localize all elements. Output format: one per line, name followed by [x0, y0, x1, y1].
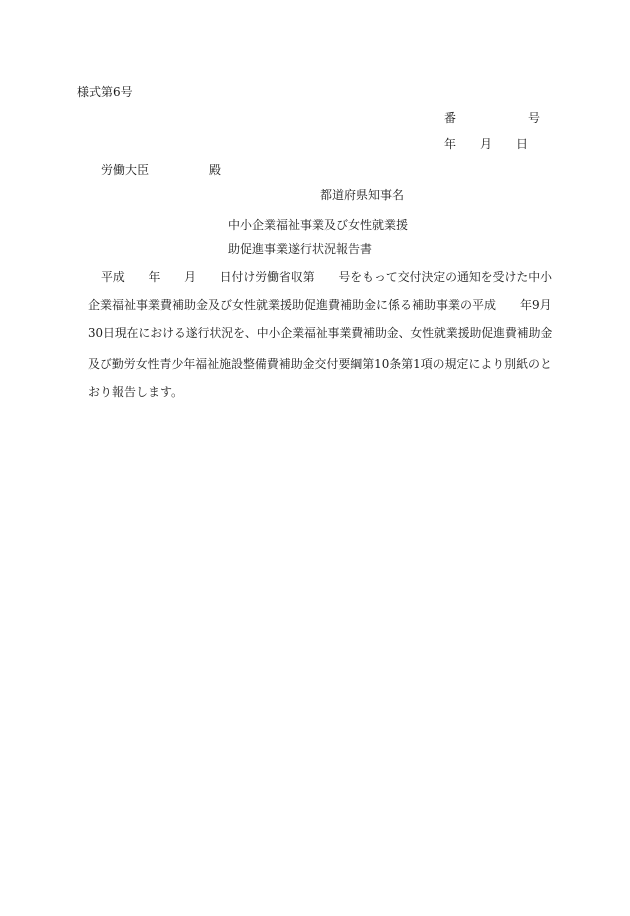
form-number: 様式第6号 — [77, 85, 133, 99]
body-line: 及び勤労女性青少年福祉施設整備費補助金交付要綱第10条第1項の規定により別紙のと — [88, 357, 552, 371]
document-date-label: 年 月 日 — [444, 137, 529, 151]
document-title-line-1: 中小企業福祉事業及び女性就業援 — [228, 218, 409, 232]
body-line: 平成 年 月 日付け労働省収第 号をもって交付決定の通知を受けた中小 — [101, 270, 553, 284]
body-line: 30日現在における遂行状況を、中小企業福祉事業費補助金、女性就業援助促進費補助金 — [88, 326, 553, 340]
document-number-label: 番 号 — [444, 111, 541, 125]
addressee: 労働大臣 殿 — [101, 163, 222, 177]
body-line: おり報告します。 — [88, 385, 184, 399]
document-title-line-2: 助促進事業遂行状況報告書 — [228, 242, 373, 256]
sender-name: 都道府県知事名 — [320, 188, 405, 202]
body-line: 企業福祉事業費補助金及び女性就業援助促進費補助金に係る補助事業の平成 年9月 — [88, 298, 552, 312]
